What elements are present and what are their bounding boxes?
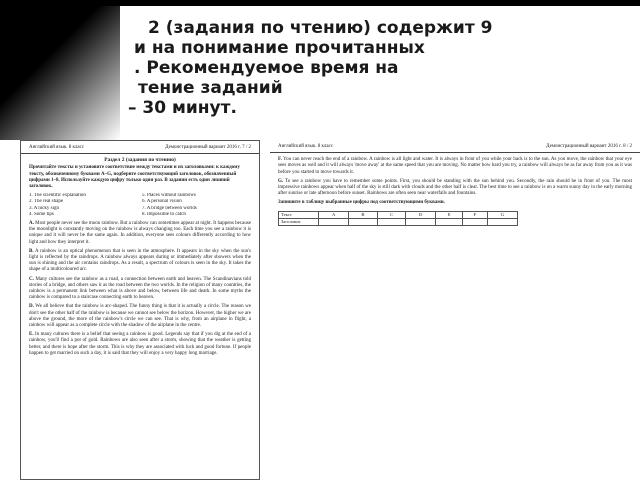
heading-option: 6. A personal vision [142,199,182,205]
table-header-row [279,211,518,218]
header-version: Демонстрационный вариант 2016 г. 8 / 2 [546,144,632,149]
heading-line-1: 2 (задания по чтению) содержит 9 [148,18,493,38]
table-row-label: Заголовок [279,218,319,225]
heading-option: 7. A bridge between worlds [142,205,197,211]
text-paragraph [29,277,251,302]
text-paragraph [278,157,632,176]
paragraph-label: E. [29,332,34,338]
table-header-cell: E [436,211,463,218]
heading-option: 4. Some tips [29,211,54,217]
table-answer-row [279,218,518,225]
paragraph-text: A rainbow is an optical phenomenon that is seen in the atmosphere. It appears in the sky when the sun's light is reflected by the raindrops. A rainbow always appears during or immediately after showers when the sun is shining and the air contains raindrops. As a result, a spectrum of colours is seen in the sky. It takes the shape of a multicoloured arc. [29,248,251,273]
paragraph-text: In many cultures there is a belief that seeing a rainbow is good. Legends say that if you dig at the end of a rainbow, you'll find a pot of gold. Rainbows are also seen after a storm, showing that the weather is getting better, and there is hope after the storm. This is why they are associated with luck and good fortune. If people happen to get married on such a day, it is said that they will enjoy a very happy long marriage. [29,332,252,356]
header-version: Демонстрационный вариант 2016 г. 7 / 2 [165,145,251,150]
table-header-cell: C [377,211,405,218]
text-paragraph [29,332,251,357]
text-paragraph [29,221,251,246]
heading-option: 8. Impossible to catch [142,211,186,217]
heading-option: 1. The scientific explanation [29,193,86,199]
paragraph-text: We all believe that the rainbow is arc-shaped. The funny thing is that it is actually a circle. The reason we don't see the other half of the rainbow is because we cannot see below the horizon. However, the higher we are above the ground, the more of the rainbow's circle we can see. That is why, from an airplane in flight, a rainbow will appear as a complete circle with the shadow of the airplane in the centre. [29,304,251,329]
answer-cell[interactable] [319,218,349,225]
paragraph-label: B. [29,248,34,254]
exam-page-left [20,140,260,480]
paragraph-text: You can never reach the end of a rainbow. A rainbow is all light and water. It is always in front of you while your back is to the sun. As you move, the rainbow that your eye sees moves as well and it will always 'move away' at the same speed that you are moving. No matter how hard you try, a rainbow will always be as far away from you as it was before you started to move towards it. [278,157,632,175]
paragraph-label: G. [278,178,284,184]
paragraph-label: F. [278,157,282,163]
text-paragraph [29,249,251,274]
heading-option: 5. Places without rainbows [142,193,196,199]
header-subject: Английский язык. 8 класс [278,144,334,149]
section-title: Раздел 2 (задания по чтению) [104,157,176,164]
heading-line-2: и на понимание прочитанных [134,38,425,58]
paragraph-label: C. [29,276,34,282]
heading-line-5: – 30 минут. [128,98,237,118]
paragraph-label: D. [29,304,34,310]
answer-cell[interactable] [487,218,517,225]
table-header-cell: A [319,211,349,218]
answer-cell[interactable] [377,218,405,225]
answer-cell[interactable] [462,218,487,225]
table-header-cell: F [462,211,487,218]
heading-option: 2. The real shape [29,199,64,205]
page-header [270,140,640,153]
heading-line-4: тение заданий [138,78,283,98]
text-paragraph [29,304,251,329]
paragraph-label: A. [29,221,34,227]
answer-cell[interactable] [406,218,436,225]
paragraph-text: Most people never see the moon rainbow. But a rainbow can sometimes appear at night. It happens because the moonlight is constantly moving on the rainbow is always changing too. Each time you see a rainbow it is unique and it will never be the same again. In addition, everyone sees colours differently according to how light and how they interpret it. [29,221,251,245]
paragraph-text: To see a rainbow you have to remember some points. First, you should be standing with the sun behind you. Secondly, the rain should be in front of you. The most impressive rainbows appear when half of the sky is still dark with clouds and the other half is clear. The best time to see a rainbow is on a warm sunny day in the early morning after sunrise or late afternoon before sunset. Rainbows are often seen near waterfalls and fountains. [278,178,632,197]
answer-cell[interactable] [349,218,377,225]
answer-cell[interactable] [436,218,463,225]
page-body [21,165,259,357]
slide-heading [0,18,600,118]
table-header-cell: Текст [279,211,319,218]
table-header-cell: G [487,211,517,218]
table-header-cell: B [349,211,377,218]
page-body [270,153,640,206]
text-paragraph [278,179,632,198]
exam-page-right [270,140,640,480]
instruction: Прочитайте тексты и установите соответствие между текстами и их заголовками: к каждому тексту, обозначенному буквами A–G, подберите соответствующий заголовок, обозначенный цифрами 1–8. Используйте каждую цифру только один раз. В задании есть один лишний заголовок. [29,165,240,190]
table-header-cell: D [406,211,436,218]
header-subject: Английский язык. 8 класс [29,145,85,150]
table-caption: Запишите в таблицу выбранные цифры под соответствующими буквами. [278,200,445,206]
page-header [21,141,259,154]
heading-option: 3. A lucky sign [29,205,60,211]
paragraph-text: Many cultures see the rainbow as a road, a connection between earth and heaven. The Scandinavians told stories of a bridge, and others saw it as the road between the two worlds. In the religion of many countries, the rainbow is a permanent link between what is above and below, between life and death. In some myths the rainbow is compared to a staircase connecting earth to heaven. [29,276,251,301]
answer-table [278,211,518,226]
headings-list [29,193,251,218]
heading-line-3: . Рекомендуемое время на [134,58,399,78]
